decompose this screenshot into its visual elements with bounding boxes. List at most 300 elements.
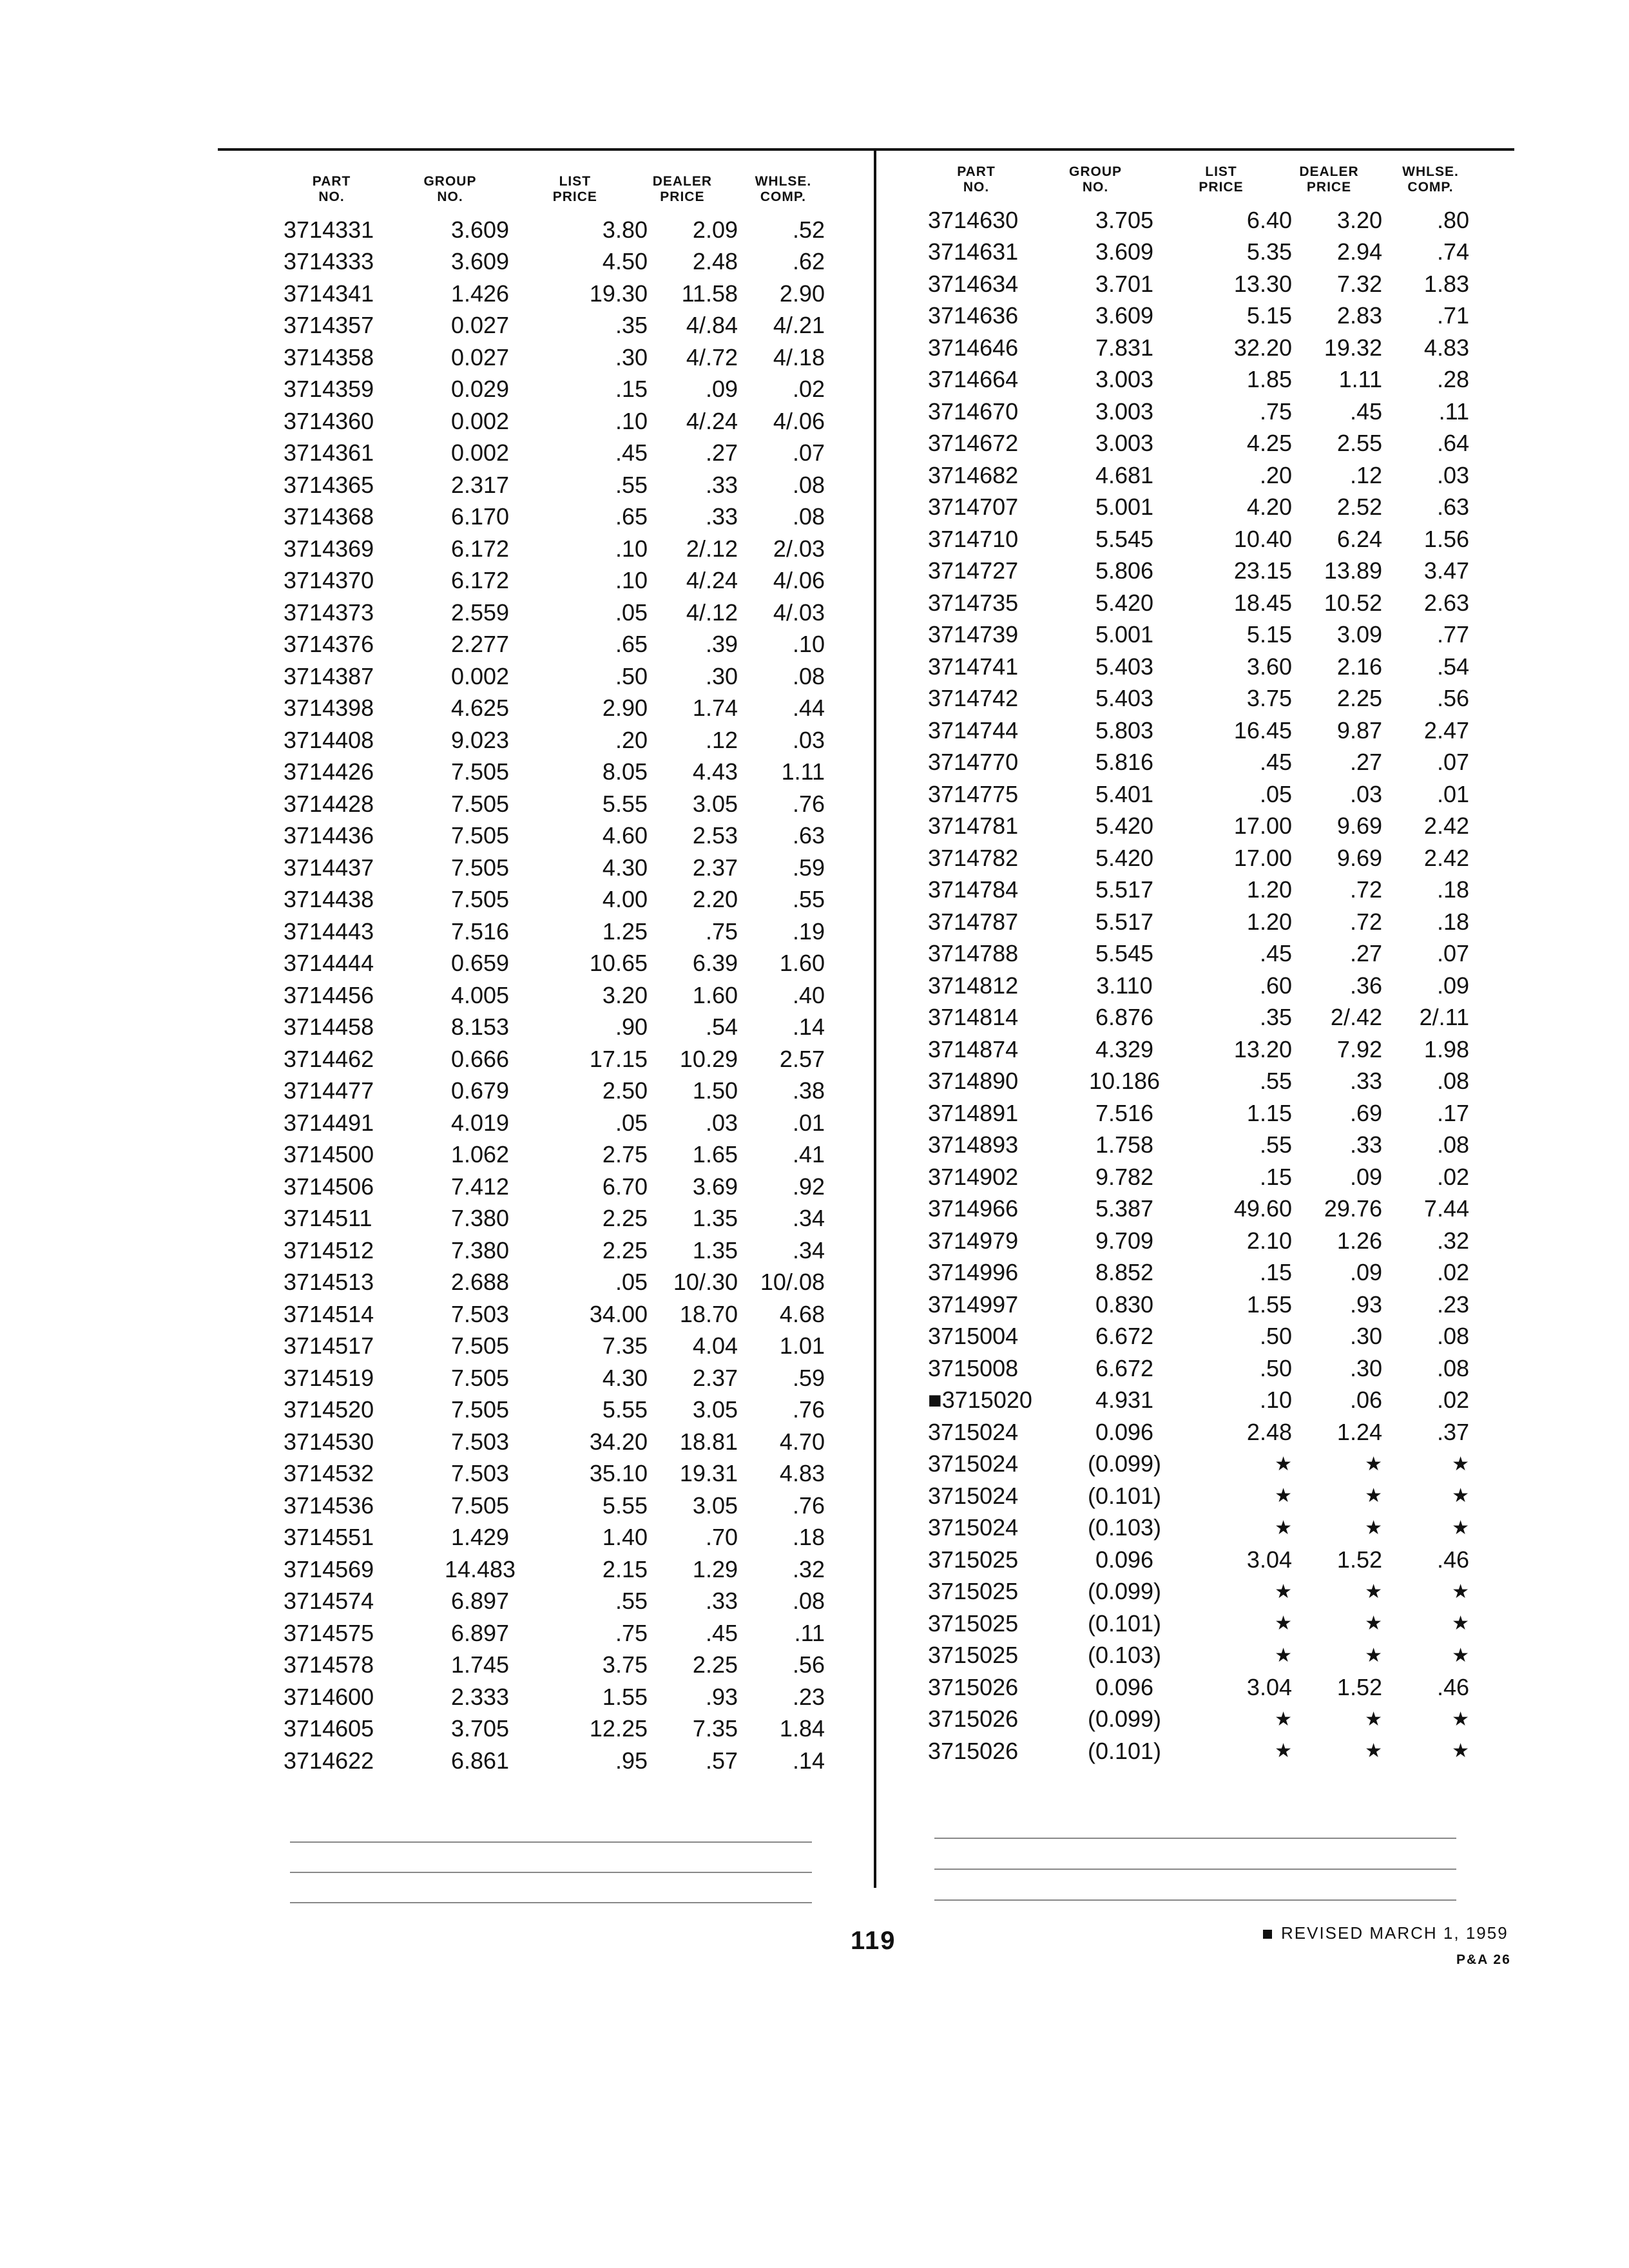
page-number: 119 [851,1927,896,1955]
list-price-cell: .55 [615,1588,648,1615]
table-row [928,1257,1482,1289]
table-row [928,1480,1482,1512]
whlse-comp-cell: ★ [1452,1613,1469,1635]
list-price-cell: 8.05 [602,758,648,785]
table-row [928,555,1482,588]
dealer-price-cell: 2.83 [1336,302,1382,329]
whlse-comp-cell: 4.70 [779,1428,825,1455]
blank-line [290,1841,812,1843]
part-no-cell: 3715024 [928,1482,1019,1509]
list-price-cell: .05 [1259,780,1292,807]
blank-line [290,1872,812,1873]
dealer-price-cell: 2.20 [692,886,738,913]
part-no-cell: 3714814 [928,1004,1019,1031]
whlse-comp-cell: .46 [1436,1546,1469,1573]
part-no-cell: 3714513 [284,1269,374,1296]
dealer-price-cell: .75 [705,918,738,945]
group-no-cell: 14.483 [444,1555,516,1582]
group-no-cell: 3.003 [1095,366,1154,393]
whlse-comp-cell: .14 [792,1747,825,1774]
whlse-comp-cell: .08 [792,471,825,498]
dealer-price-cell: 9.69 [1336,844,1382,871]
group-no-cell: 7.516 [1095,1099,1154,1126]
group-no-cell: 3.110 [1096,972,1153,999]
table-row [928,651,1482,683]
group-no-cell: 1.426 [450,280,510,307]
list-price-cell: .15 [1259,1163,1292,1190]
list-price-cell: 3.04 [1246,1546,1292,1573]
table-row [928,1608,1482,1640]
dealer-price-cell: .33 [1349,1131,1382,1158]
part-no-cell: 3714966 [928,1195,1019,1222]
table-row [284,1012,831,1044]
list-price-cell: 3.60 [1246,653,1292,680]
part-no-cell: 3714600 [284,1683,374,1710]
list-price-cell: 1.20 [1246,876,1292,903]
table-row [928,428,1482,460]
part-no-cell: 3714710 [928,525,1019,552]
dealer-price-cell: ★ [1365,1613,1382,1635]
table-row [284,1043,831,1075]
list-price-cell: 3.04 [1246,1673,1292,1700]
part-no-cell: 3714893 [928,1131,1019,1158]
table-row [284,1681,831,1713]
dealer-price-cell: 1.24 [1336,1418,1382,1445]
part-no-cell: 3714361 [284,439,374,466]
whlse-comp-cell: .18 [792,1524,825,1551]
top-rule-left [218,148,876,151]
group-no-cell: 2.559 [450,599,510,626]
table-body [284,214,831,1777]
group-no-cell: 7.380 [450,1236,510,1264]
group-no-cell: 5.517 [1095,876,1154,903]
list-price-cell: ★ [1275,1581,1292,1602]
table-row [284,1553,831,1586]
table-row [928,1129,1482,1162]
list-price-cell: .45 [1259,749,1292,776]
table-row [284,501,831,533]
whlse-comp-cell: .19 [792,918,825,945]
whlse-comp-cell: 1.84 [779,1715,825,1742]
dealer-price-cell: 7.32 [1336,270,1382,297]
part-no-cell: 3715025 [928,1642,1019,1669]
whlse-comp-cell: .55 [792,886,825,913]
whlse-comp-cell: .41 [792,1141,825,1168]
part-no-cell: 3714368 [284,503,374,530]
group-no-cell: 0.096 [1095,1546,1154,1573]
table-row [928,906,1482,938]
list-price-cell: 1.55 [1246,1291,1292,1318]
group-no-cell: 10.186 [1088,1068,1161,1095]
whlse-comp-cell: .59 [792,1364,825,1391]
part-no-cell: 3714443 [284,918,374,945]
part-no-cell: 3714812 [928,972,1019,999]
table-row [284,278,831,310]
dealer-price-cell: .12 [705,726,738,753]
whlse-comp-cell: .03 [792,726,825,753]
group-no-cell: 5.816 [1095,749,1154,776]
list-price-cell: .55 [1259,1068,1292,1095]
table-row [284,1331,831,1363]
whlse-comp-cell: .44 [792,695,825,722]
whlse-comp-cell: .63 [792,822,825,849]
list-price-cell: 3.80 [602,216,648,243]
dealer-price-cell: .30 [1349,1323,1382,1350]
dealer-price-cell: 4/.24 [686,407,738,434]
whlse-comp-cell: 1.98 [1423,1035,1469,1062]
list-price-cell: 4.20 [1246,494,1292,521]
table-row [928,396,1482,428]
group-no-cell: 8.153 [450,1014,510,1041]
part-no-cell: 3715026 [928,1673,1019,1700]
part-no-cell: 3714517 [284,1332,374,1360]
whlse-comp-cell: .23 [1436,1291,1469,1318]
whlse-comp-cell: 1.01 [779,1332,825,1360]
table-row [284,756,831,789]
table-row [928,778,1482,811]
part-no-cell: 3714775 [928,780,1019,807]
table-row [928,1002,1482,1034]
whlse-comp-cell: .32 [1436,1227,1469,1254]
dealer-price-cell: 7.92 [1336,1035,1382,1062]
whlse-comp-cell: 10/.08 [760,1269,825,1296]
dealer-price-cell: 2.16 [1336,653,1382,680]
table-row [284,916,831,948]
table-row [284,1235,831,1267]
table-row [284,948,831,980]
list-price-cell: 35.10 [589,1460,648,1487]
dealer-price-cell: .93 [705,1683,738,1710]
group-no-cell: (0.099) [1087,1578,1162,1605]
dealer-price-cell: ★ [1365,1485,1382,1507]
part-no-cell: 3714444 [284,950,374,977]
dealer-price-cell: 4.04 [692,1332,738,1360]
group-no-cell: (0.101) [1087,1610,1162,1637]
whlse-comp-cell: 1.60 [779,950,825,977]
table-row [928,364,1482,396]
table-row [284,341,831,374]
group-no-cell: 3.003 [1095,398,1154,425]
whlse-comp-cell: 2/.11 [1419,1004,1469,1031]
part-no-cell: 3714373 [284,599,374,626]
dealer-price-cell: 2.37 [692,1364,738,1391]
list-price-cell: 2.25 [602,1205,648,1232]
part-no-cell: 3714781 [928,812,1019,840]
whlse-comp-cell: .40 [792,981,825,1008]
whlse-comp-cell: .77 [1436,621,1469,648]
group-no-cell: 6.672 [1095,1323,1154,1350]
dealer-price-cell: 9.69 [1336,812,1382,840]
group-no-cell: 5.806 [1095,557,1154,584]
group-no-cell: 2.317 [450,471,510,498]
list-price-cell: 5.55 [602,1492,648,1519]
group-no-cell: 6.172 [450,535,510,562]
whlse-comp-cell: .09 [1436,972,1469,999]
part-no-cell: 3714569 [284,1555,374,1582]
part-no-cell: 3714707 [928,494,1019,521]
list-price-cell: 4.30 [602,854,648,881]
table-row [284,1458,831,1490]
list-price-cell: 23.15 [1233,557,1292,584]
group-no-cell: 3.705 [1095,206,1154,233]
table-row [284,374,831,406]
part-no-cell: 3714742 [928,685,1019,712]
table-row [284,1490,831,1522]
whlse-comp-cell: 4.68 [779,1300,825,1327]
list-price-cell: .50 [1259,1323,1292,1350]
part-no-cell: 3714741 [928,653,1019,680]
dealer-price-cell: 3.05 [692,1492,738,1519]
whlse-comp-cell: .02 [792,376,825,403]
dealer-price-cell: 1.74 [692,695,738,722]
whlse-comp-cell: .92 [792,1173,825,1200]
group-no-cell: (0.103) [1087,1514,1162,1541]
header-part-no: PART NO. [957,164,996,195]
list-price-cell: 1.55 [602,1683,648,1710]
list-price-cell: .95 [615,1747,648,1774]
whlse-comp-cell: .11 [1438,398,1469,425]
dealer-price-cell: 3.05 [692,790,738,817]
group-no-cell: 2.277 [450,631,510,658]
part-no-cell: 3714532 [284,1460,374,1487]
part-no-cell: 3714360 [284,407,374,434]
dealer-price-cell: 2.55 [1336,430,1382,457]
list-price-cell: .55 [1259,1131,1292,1158]
dealer-price-cell: 1.26 [1336,1227,1382,1254]
group-no-cell: 5.403 [1095,685,1154,712]
group-no-cell: 6.172 [450,567,510,594]
header-dealer-price: DEALER PRICE [652,174,713,204]
dealer-price-cell: .09 [1349,1163,1382,1190]
table-row [928,492,1482,524]
table-row [284,1522,831,1554]
part-no-cell: 3714891 [928,1099,1019,1126]
dealer-price-cell: .72 [1349,908,1382,935]
list-price-cell: ★ [1275,1485,1292,1507]
whlse-comp-cell: .07 [1436,749,1469,776]
part-no-cell: 3714428 [284,790,374,817]
list-price-cell: 17.15 [589,1045,648,1072]
part-no-cell: 3714997 [928,1291,1019,1318]
header-list-price: LIST PRICE [552,174,597,204]
part-no-cell: 3715008 [928,1354,1019,1381]
part-no-cell: ■3715020 [928,1387,1032,1414]
part-no-cell: 3714770 [928,749,1019,776]
part-no-cell: 3714605 [284,1715,374,1742]
table-row [928,1671,1482,1704]
list-price-cell: 10.40 [1233,525,1292,552]
dealer-price-cell: 1.35 [692,1205,738,1232]
list-price-cell: .65 [615,631,648,658]
dealer-price-cell: .09 [705,376,738,403]
group-no-cell: 0.666 [450,1045,510,1072]
list-price-cell: 3.75 [1246,685,1292,712]
group-no-cell: 7.503 [450,1428,510,1455]
table-row [284,533,831,565]
part-no-cell: 3714387 [284,662,374,689]
list-price-cell: 18.45 [1233,589,1292,616]
group-no-cell: 3.701 [1095,270,1154,297]
table-row [928,1576,1482,1608]
whlse-comp-cell: .02 [1436,1387,1469,1414]
table-row [928,842,1482,874]
group-no-cell: 0.002 [450,407,510,434]
part-no-cell: 3715025 [928,1610,1019,1637]
whlse-comp-cell: .34 [792,1205,825,1232]
table-row [284,437,831,470]
table-row [928,332,1482,364]
whlse-comp-cell: 2.63 [1423,589,1469,616]
dealer-price-cell: .93 [1349,1291,1382,1318]
whlse-comp-cell: .08 [1436,1068,1469,1095]
group-no-cell: 7.505 [450,758,510,785]
dealer-price-cell: ★ [1365,1581,1382,1602]
table-row [284,1075,831,1108]
part-no-cell: 3714426 [284,758,374,785]
list-price-cell: 49.60 [1233,1195,1292,1222]
header-whlse-comp: WHLSE. COMP. [1402,164,1459,195]
group-no-cell: (0.103) [1087,1642,1162,1669]
list-price-cell: 2.90 [602,695,648,722]
group-no-cell: 8.852 [1095,1259,1154,1286]
table-row [284,1139,831,1171]
dealer-price-cell: ★ [1365,1517,1382,1539]
table-row [284,214,831,246]
list-price-cell: ★ [1275,1517,1292,1539]
table-row [928,236,1482,269]
list-price-cell: ★ [1275,1644,1292,1666]
dealer-price-cell: 2.25 [1336,685,1382,712]
part-no-cell: 3714874 [928,1035,1019,1062]
dealer-price-cell: 1.65 [692,1141,738,1168]
list-price-cell: 6.70 [602,1173,648,1200]
group-no-cell: 1.758 [1095,1131,1154,1158]
blank-line [934,1869,1456,1870]
list-price-cell: 5.55 [602,790,648,817]
table-body [928,204,1482,1767]
whlse-comp-cell: 7.44 [1423,1195,1469,1222]
part-no-cell: 3714551 [284,1524,374,1551]
group-no-cell: 7.505 [450,822,510,849]
whlse-comp-cell: .28 [1436,366,1469,393]
whlse-comp-cell: .56 [1436,685,1469,712]
part-no-cell: 3715024 [928,1450,1019,1477]
list-price-cell: .55 [615,471,648,498]
dealer-price-cell: 4/.72 [686,343,738,370]
dealer-price-cell: .54 [705,1014,738,1041]
dealer-price-cell: 2.09 [692,216,738,243]
list-price-cell: 5.55 [602,1396,648,1423]
group-no-cell: 0.830 [1095,1291,1154,1318]
list-price-cell: 4.50 [602,248,648,275]
group-no-cell: 7.505 [450,790,510,817]
table-row [928,1640,1482,1672]
list-price-cell: 1.20 [1246,908,1292,935]
whlse-comp-cell: .71 [1436,302,1469,329]
whlse-comp-cell: ★ [1452,1485,1469,1507]
whlse-comp-cell: .03 [1436,461,1469,488]
table-row [284,1394,831,1427]
whlse-comp-cell: 4.83 [779,1460,825,1487]
part-no-cell: 3714530 [284,1428,374,1455]
group-no-cell: 4.931 [1095,1387,1154,1414]
table-row [928,523,1482,555]
dealer-price-cell: 2/.42 [1330,1004,1382,1031]
whlse-comp-cell: 2/.03 [773,535,825,562]
group-no-cell: 7.412 [450,1173,510,1200]
group-no-cell: 7.503 [450,1460,510,1487]
whlse-comp-cell: 2.57 [779,1045,825,1072]
list-price-cell: ★ [1275,1708,1292,1730]
group-no-cell: 6.897 [450,1588,510,1615]
whlse-comp-cell: .63 [1436,494,1469,521]
part-no-cell: 3714782 [928,844,1019,871]
dealer-price-cell: 3.69 [692,1173,738,1200]
list-price-cell: .75 [1259,398,1292,425]
list-price-cell: 16.45 [1233,716,1292,744]
dealer-price-cell: .12 [1349,461,1382,488]
part-no-cell: 3714500 [284,1141,374,1168]
dealer-price-cell: 2.37 [692,854,738,881]
dealer-price-cell: .30 [1349,1354,1382,1381]
part-no-cell: 3714682 [928,461,1019,488]
table-row [284,693,831,725]
table-row [928,1097,1482,1129]
whlse-comp-cell: .23 [792,1683,825,1710]
group-no-cell: 6.876 [1095,1004,1154,1031]
whlse-comp-cell: .02 [1436,1163,1469,1190]
list-price-cell: 2.48 [1246,1418,1292,1445]
part-no-cell: 3714664 [928,366,1019,393]
list-price-cell: 1.25 [602,918,648,945]
table-row [928,300,1482,332]
dealer-price-cell: 10.29 [679,1045,738,1072]
whlse-comp-cell: .64 [1436,430,1469,457]
group-no-cell: 0.002 [450,662,510,689]
blank-line [934,1899,1456,1901]
part-no-cell: 3715026 [928,1737,1019,1764]
dealer-price-cell: 4/.24 [686,567,738,594]
table-row [928,1544,1482,1576]
dealer-price-cell: 19.31 [679,1460,738,1487]
table-header [284,174,831,214]
table-row [928,1033,1482,1066]
whlse-comp-cell: 2.42 [1423,844,1469,871]
dealer-price-cell: .03 [1349,780,1382,807]
dealer-price-cell: .36 [1349,972,1382,999]
dealer-price-cell: 18.81 [679,1428,738,1455]
dealer-price-cell: .27 [1349,749,1382,776]
list-price-cell: 32.20 [1233,334,1292,361]
group-no-cell: 5.001 [1095,494,1154,521]
whlse-comp-cell: ★ [1452,1517,1469,1539]
group-no-cell: 5.545 [1095,940,1154,967]
dealer-price-cell: .33 [1349,1068,1382,1095]
table-row [284,469,831,501]
dealer-price-cell: 3.05 [692,1396,738,1423]
list-price-cell: .05 [615,1269,648,1296]
whlse-comp-cell: ★ [1452,1453,1469,1475]
part-no-cell: 3714739 [928,621,1019,648]
whlse-comp-cell: .54 [1436,653,1469,680]
dealer-price-cell: .30 [705,662,738,689]
list-price-cell: 19.30 [589,280,648,307]
list-price-cell: 5.35 [1246,238,1292,265]
list-price-cell: .10 [615,567,648,594]
whlse-comp-cell: .18 [1436,908,1469,935]
table-row [928,683,1482,715]
list-price-cell: 5.15 [1246,302,1292,329]
